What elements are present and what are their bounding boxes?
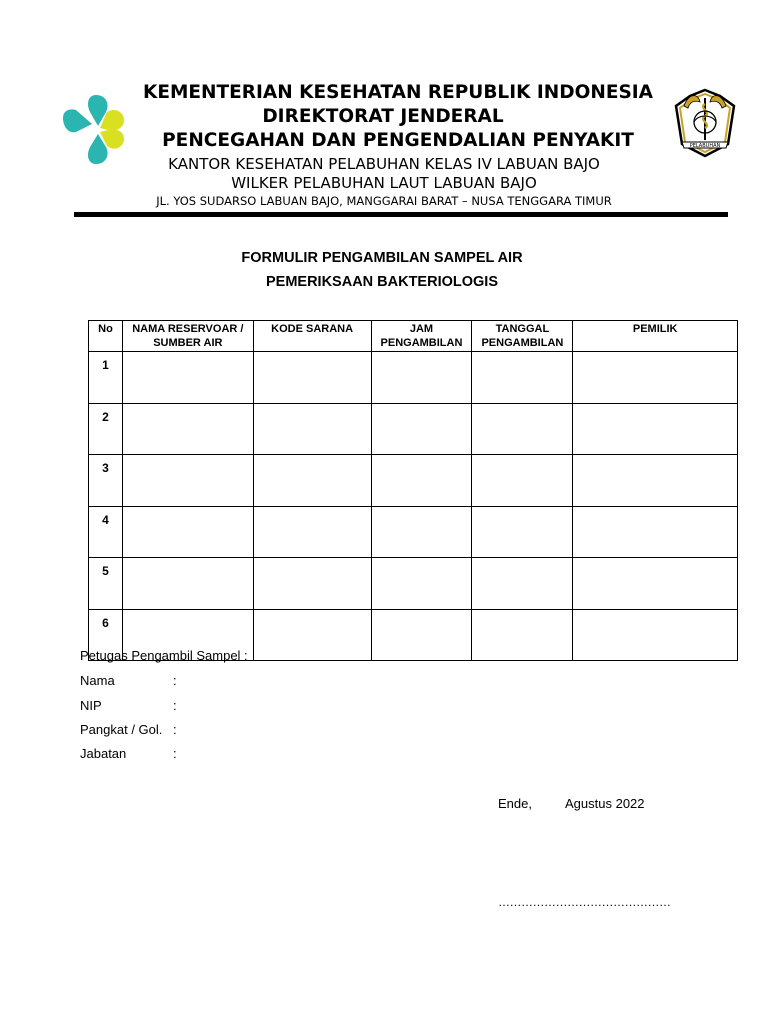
kode-sarana-cell[interactable] (253, 352, 371, 404)
form-title: FORMULIR PENGAMBILAN SAMPEL AIR (241, 250, 523, 266)
table-header-row (89, 321, 738, 352)
col-nama-reservoar: NAMA RESERVOAR / SUMBER AIR (122, 321, 253, 352)
signature-place: Ende, (498, 796, 532, 811)
nama-label: Nama (80, 673, 115, 688)
pemilik-cell[interactable] (573, 609, 738, 661)
header-office: KANTOR KESEHATAN PELABUHAN KELAS IV LABUAN BAJO (168, 155, 600, 173)
col-jam-pengambilan: JAM PENGAMBILAN (371, 321, 472, 352)
kode-sarana-cell[interactable] (253, 455, 371, 507)
signature-line: ……………………………………… (498, 895, 671, 909)
col-no: No (89, 321, 123, 352)
kode-sarana-cell[interactable] (253, 558, 371, 610)
tanggal-cell[interactable] (472, 506, 573, 558)
jabatan-label: Jabatan (80, 746, 127, 761)
tanggal-cell[interactable] (472, 352, 573, 404)
jam-cell[interactable] (371, 352, 472, 404)
pemilik-cell[interactable] (573, 352, 738, 404)
kode-sarana-cell[interactable] (253, 609, 371, 661)
header-ministry: KEMENTERIAN KESEHATAN REPUBLIK INDONESIA (143, 82, 653, 103)
pemilik-cell[interactable] (573, 558, 738, 610)
nip-label: NIP (80, 698, 102, 713)
jam-cell[interactable] (371, 455, 472, 507)
pangkat-label: Pangkat / Gol. (80, 722, 163, 737)
tanggal-cell[interactable] (472, 403, 573, 455)
jabatan-colon: : (173, 746, 177, 761)
jam-cell[interactable] (371, 558, 472, 610)
col-pemilik: PEMILIK (573, 321, 738, 352)
header-address: JL. YOS SUDARSO LABUAN BAJO, MANGGARAI BARAT – NUSA TENGGARA TIMUR (156, 194, 612, 208)
pemilik-cell[interactable] (573, 455, 738, 507)
nama-reservoar-cell[interactable] (122, 352, 253, 404)
signature-date: Agustus 2022 (565, 796, 645, 811)
table-row (89, 455, 738, 507)
emblem-text: PELABUHAN (689, 143, 721, 149)
nama-reservoar-cell[interactable] (122, 403, 253, 455)
pangkat-colon: : (173, 722, 177, 737)
row-number: 6 (89, 609, 123, 661)
nama-colon: : (173, 673, 177, 688)
col-kode-sarana: KODE SARANA (253, 321, 371, 352)
row-number: 3 (89, 455, 123, 507)
officer-heading: Petugas Pengambil Sampel : (80, 648, 248, 663)
jam-cell[interactable] (371, 609, 472, 661)
row-number: 4 (89, 506, 123, 558)
kode-sarana-cell[interactable] (253, 403, 371, 455)
sample-table (88, 320, 738, 661)
table-row (89, 506, 738, 558)
tanggal-cell[interactable] (472, 455, 573, 507)
header-divider (74, 212, 728, 217)
table-row (89, 403, 738, 455)
tanggal-cell[interactable] (472, 609, 573, 661)
table-row (89, 558, 738, 610)
nip-colon: : (173, 698, 177, 713)
jam-cell[interactable] (371, 506, 472, 558)
header-workarea: WILKER PELABUHAN LAUT LABUAN BAJO (231, 174, 537, 192)
row-number: 5 (89, 558, 123, 610)
pemilik-cell[interactable] (573, 506, 738, 558)
jam-cell[interactable] (371, 403, 472, 455)
col-tanggal-pengambilan: TANGGAL PENGAMBILAN (472, 321, 573, 352)
nama-reservoar-cell[interactable] (122, 506, 253, 558)
kode-sarana-cell[interactable] (253, 506, 371, 558)
table-row (89, 352, 738, 404)
tanggal-cell[interactable] (472, 558, 573, 610)
nama-reservoar-cell[interactable] (122, 455, 253, 507)
header-directorate: DIREKTORAT JENDERAL (262, 106, 504, 127)
row-number: 2 (89, 403, 123, 455)
pemilik-cell[interactable] (573, 403, 738, 455)
form-subtitle: PEMERIKSAAN BAKTERIOLOGIS (265, 274, 498, 290)
header-division: PENCEGAHAN DAN PENGENDALIAN PENYAKIT (162, 130, 634, 151)
nama-reservoar-cell[interactable] (122, 558, 253, 610)
row-number: 1 (89, 352, 123, 404)
